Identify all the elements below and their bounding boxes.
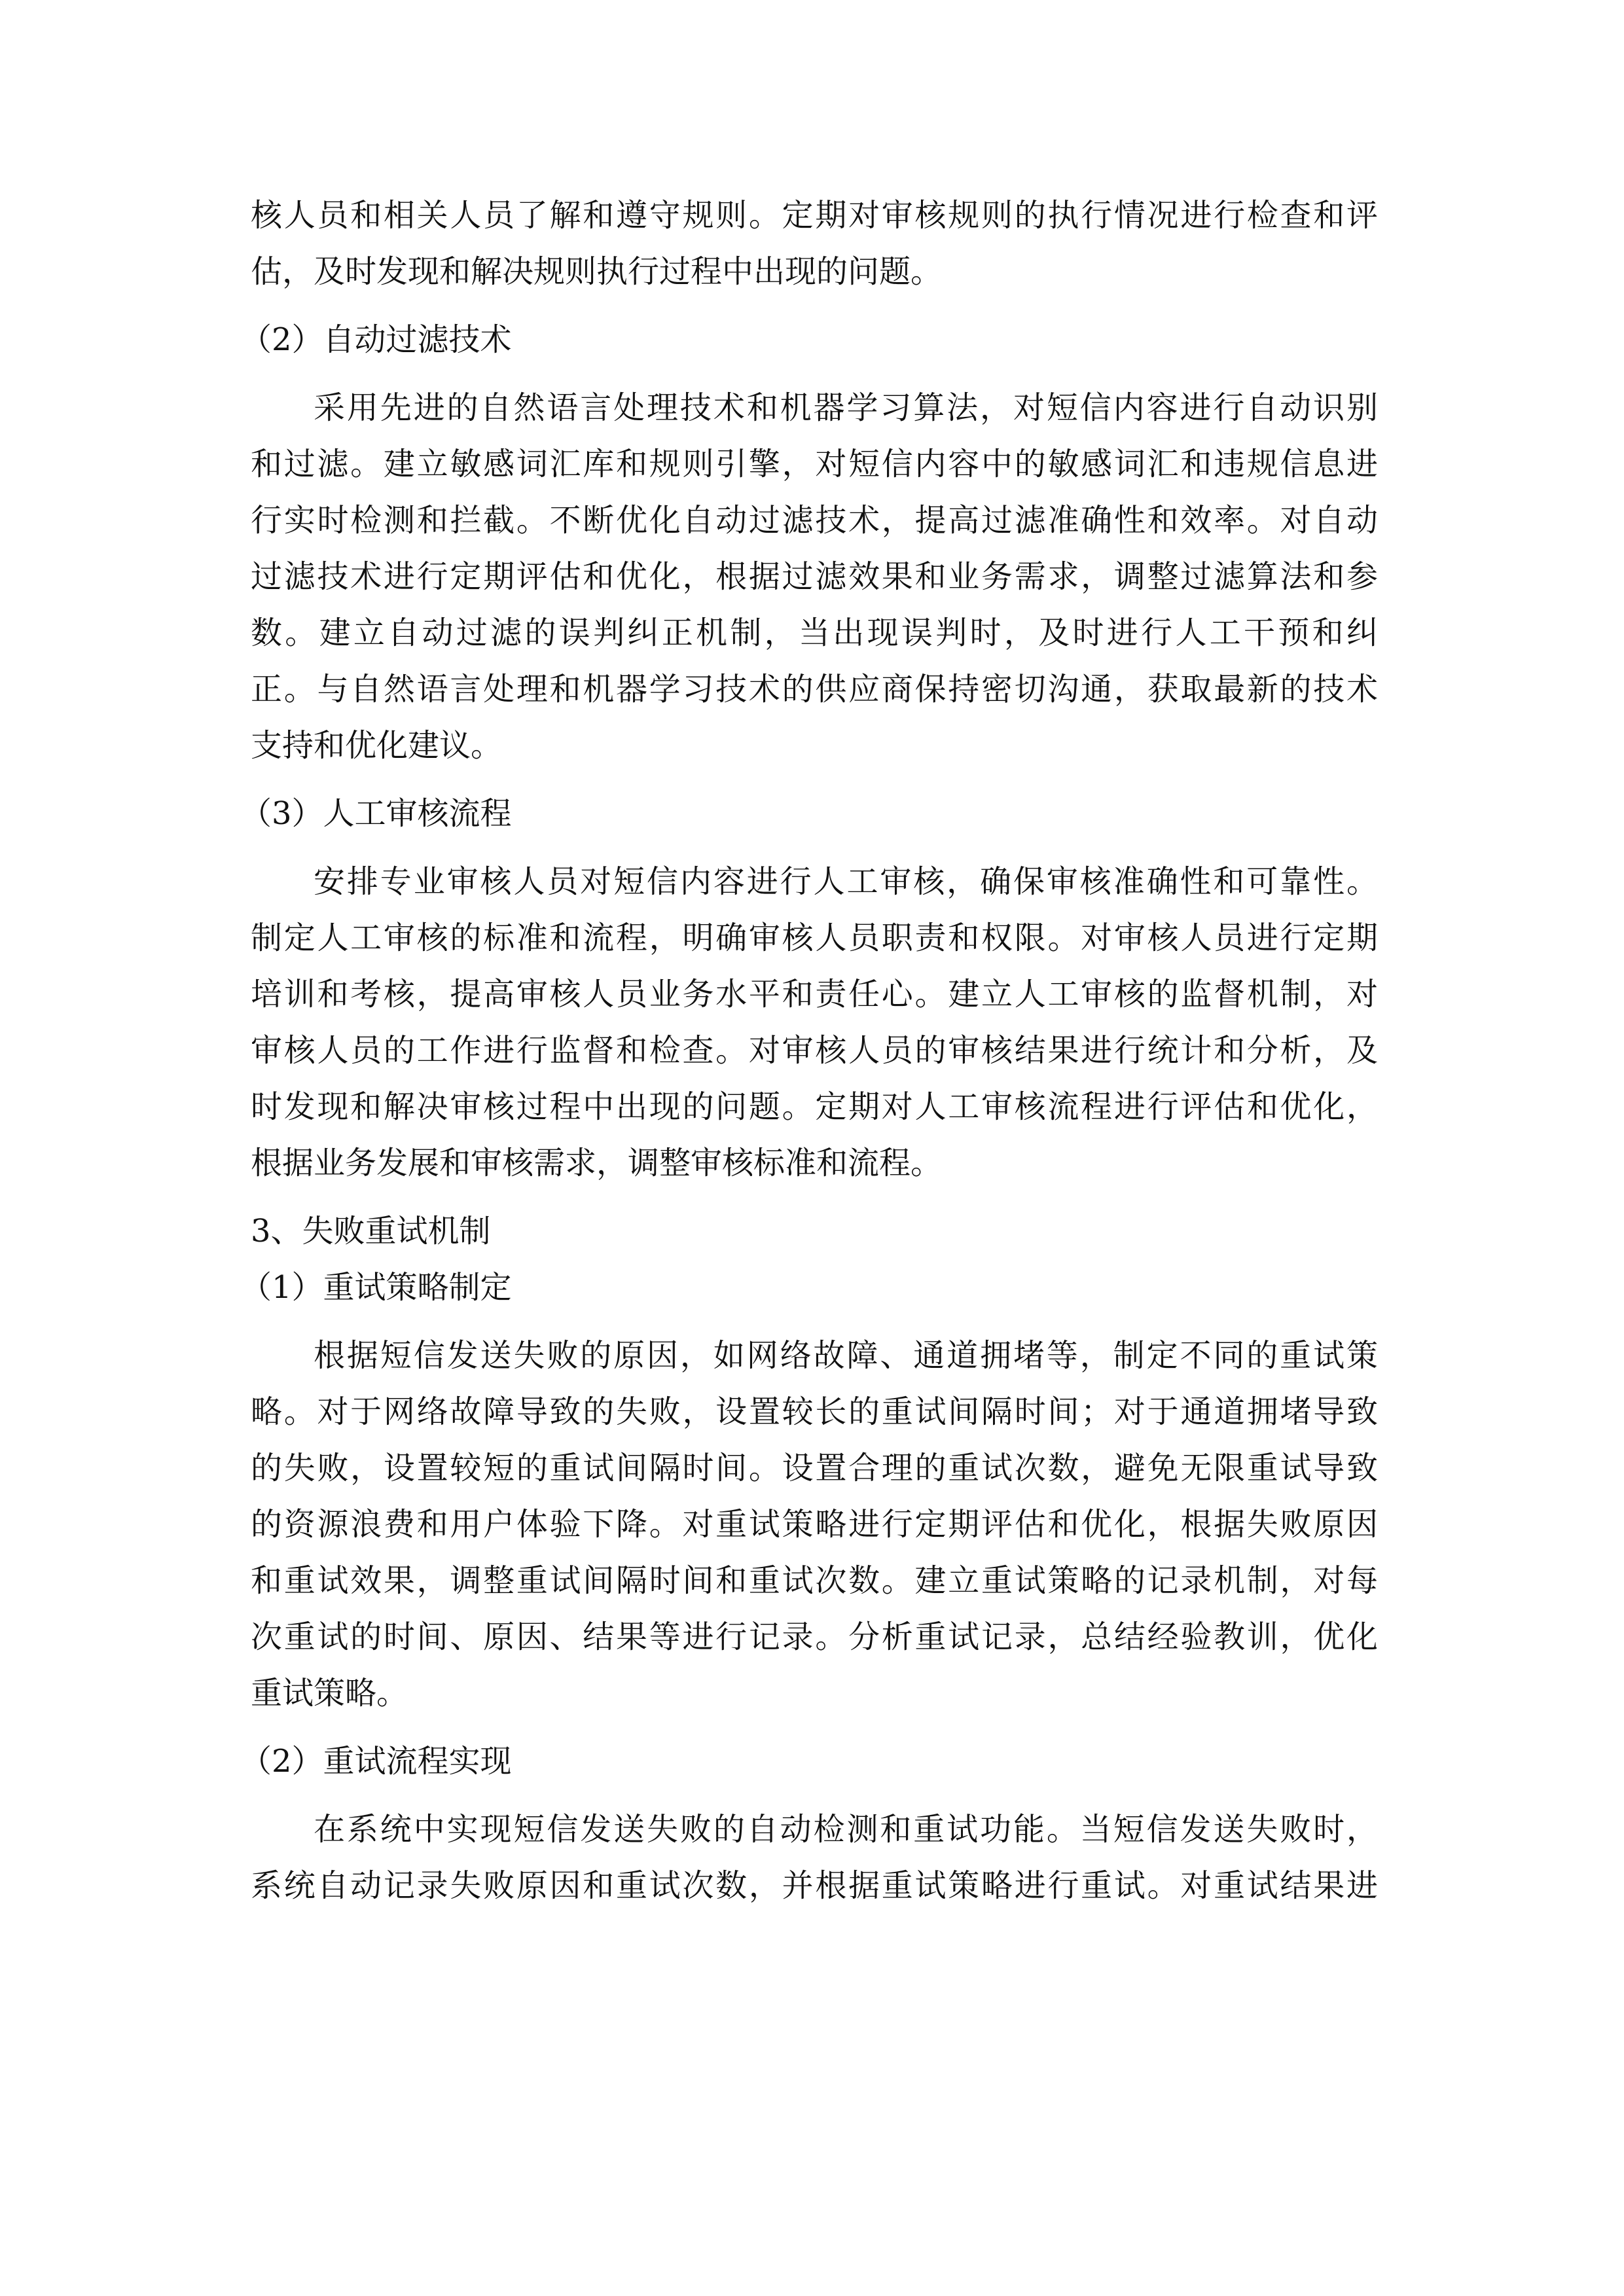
paragraph-line: 支持和优化建议。 — [251, 727, 503, 764]
paragraph-line: 安排专业审核人员对短信内容进行人工审核，确保审核准确性和可靠性。 — [314, 863, 1378, 900]
paragraph-line: 估，及时发现和解决规则执行过程中出现的问题。 — [251, 253, 943, 290]
paragraph-line: 根据业务发展和审核需求，调整审核标准和流程。 — [251, 1145, 943, 1181]
paragraph-line: 审核人员的工作进行监督和检查。对审核人员的审核结果进行统计和分析，及 — [251, 1032, 1378, 1069]
section-heading: （3）人工审核流程 — [240, 795, 512, 832]
paragraph-line: 和重试效果，调整重试间隔时间和重试次数。建立重试策略的记录机制，对每 — [251, 1562, 1378, 1599]
section-heading: （2）重试流程实现 — [240, 1743, 512, 1780]
paragraph-line: 在系统中实现短信发送失败的自动检测和重试功能。当短信发送失败时， — [314, 1811, 1378, 1848]
paragraph-line: 制定人工审核的标准和流程，明确审核人员职责和权限。对审核人员进行定期 — [251, 920, 1378, 956]
paragraph-line: 正。与自然语言处理和机器学习技术的供应商保持密切沟通，获取最新的技术 — [251, 671, 1378, 708]
paragraph-line: 根据短信发送失败的原因，如网络故障、通道拥堵等，制定不同的重试策 — [314, 1337, 1378, 1374]
paragraph-line: 采用先进的自然语言处理技术和机器学习算法，对短信内容进行自动识别 — [314, 389, 1378, 426]
document-body — [240, 187, 1378, 1914]
paragraph-line: 培训和考核，提高审核人员业务水平和责任心。建立人工审核的监督机制，对 — [251, 976, 1378, 1013]
paragraph-line: 略。对于网络故障导致的失败，设置较长的重试间隔时间；对于通道拥堵导致 — [251, 1393, 1378, 1430]
paragraph-line: 和过滤。建立敏感词汇库和规则引擎，对短信内容中的敏感词汇和违规信息进 — [251, 446, 1378, 482]
paragraph-line: 系统自动记录失败原因和重试次数，并根据重试策略进行重试。对重试结果进 — [251, 1867, 1378, 1904]
paragraph-line: 重试策略。 — [251, 1675, 408, 1712]
section-heading: （2）自动过滤技术 — [240, 321, 512, 358]
paragraph-line: 行实时检测和拦截。不断优化自动过滤技术，提高过滤准确性和效率。对自动 — [251, 502, 1378, 539]
paragraph-line: 核人员和相关人员了解和遵守规则。定期对审核规则的执行情况进行检查和评 — [251, 197, 1378, 234]
section-heading: （1）重试策略制定 — [240, 1269, 512, 1306]
paragraph-line: 时发现和解决审核过程中出现的问题。定期对人工审核流程进行评估和优化， — [251, 1088, 1378, 1125]
paragraph-line: 的资源浪费和用户体验下降。对重试策略进行定期评估和优化，根据失败原因 — [251, 1506, 1378, 1543]
section-heading: 3、失败重试机制 — [251, 1213, 491, 1249]
paragraph-line: 次重试的时间、原因、结果等进行记录。分析重试记录，总结经验教训，优化 — [251, 1619, 1378, 1655]
paragraph-line: 过滤技术进行定期评估和优化，根据过滤效果和业务需求，调整过滤算法和参 — [251, 558, 1378, 595]
paragraph-line: 数。建立自动过滤的误判纠正机制，当出现误判时，及时进行人工干预和纠 — [251, 615, 1378, 651]
paragraph-line: 的失败，设置较短的重试间隔时间。设置合理的重试次数，避免无限重试导致 — [251, 1450, 1378, 1486]
